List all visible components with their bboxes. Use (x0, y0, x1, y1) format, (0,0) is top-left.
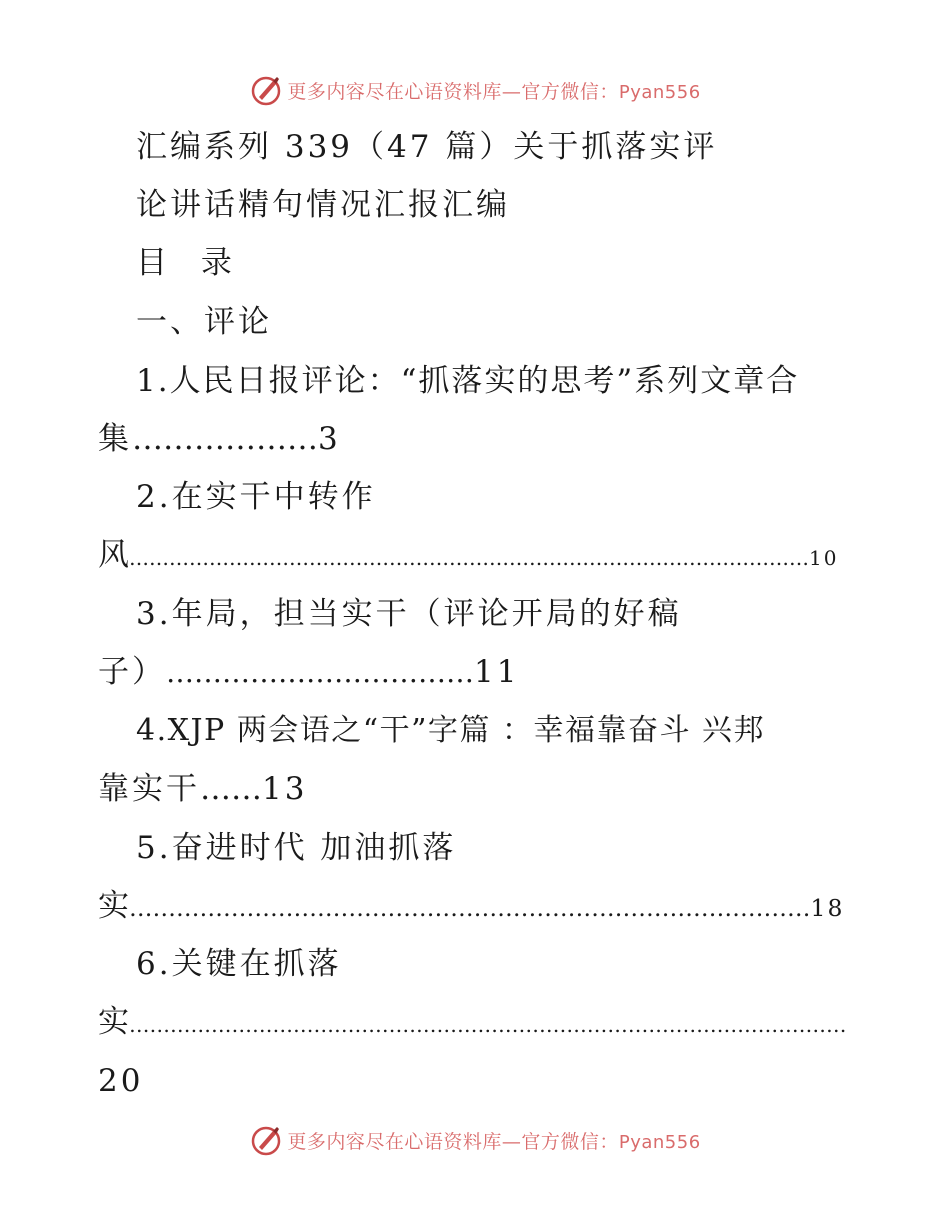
toc-entry-4-page: 13 (262, 771, 308, 807)
header-banner (0, 70, 950, 110)
toc-entry-5-leader: …………………………………………………………………………… (129, 894, 811, 922)
toc-entry-2-title[interactable]: 2.在实干中转作 (136, 479, 376, 515)
toc-entry-3-title[interactable]: 3.年局，担当实干（评论开局的好稿 (136, 596, 682, 632)
toc-entry-5-title-cont: 实 (98, 888, 129, 924)
banner-separator: — (501, 80, 522, 103)
toc-entry-4-leader: …… (200, 771, 262, 807)
toc-entry-6-title[interactable]: 6.关键在抓落 (136, 946, 342, 982)
toc-entry-3-line-2[interactable] (98, 652, 519, 693)
pen-seal-icon (249, 73, 283, 107)
banner-separator: — (501, 1130, 522, 1153)
toc-entry-4-line-2[interactable] (98, 769, 307, 809)
document-title-line-1: 汇编系列 339（47 篇）关于抓落实评 (136, 129, 718, 165)
toc-entry-4-title[interactable]: 4.XJP 两会语之“干”字篇 ：幸福靠奋斗 兴邦 (136, 713, 765, 748)
toc-entry-3-title-cont: 子） (98, 654, 166, 690)
toc-entry-2-title-cont: 风 (98, 537, 129, 573)
toc-entry-5-line-2[interactable] (98, 886, 844, 928)
toc-entry-6-leader: …………………………………………………………………………………………… (129, 1013, 847, 1037)
toc-entry-5-page: 18 (810, 894, 845, 922)
toc-entry-1-title-cont: 集 (98, 421, 132, 457)
toc-entry-1-leader: ……………… (132, 421, 318, 457)
banner-text (287, 77, 700, 104)
banner-text (287, 1127, 700, 1154)
document-title-line-2: 论讲话精句情况汇报汇编 (136, 187, 510, 223)
banner-wechat-id: Pyan556 (618, 81, 701, 103)
toc-entry-1-line-2[interactable] (98, 419, 341, 459)
banner-wechat-id: Pyan556 (618, 1131, 701, 1153)
banner-wechat-label: 官方微信： (521, 80, 619, 103)
banner-site-text: 更多内容尽在心语资料库 (287, 1130, 502, 1153)
toc-entry-5-title[interactable]: 5.奋进时代 加油抓落 (136, 830, 457, 866)
toc-entry-3-leader: …………………………… (166, 656, 474, 689)
toc-entry-2-line-2[interactable] (98, 535, 838, 578)
banner-wechat-label: 官方微信： (521, 1130, 619, 1153)
toc-entry-4-title-cont: 靠实干 (98, 771, 200, 807)
toc-entry-1-title[interactable]: 1.人民日报评论：“抓落实的思考”系列文章合 (136, 363, 800, 399)
toc-entry-1-page: 3 (318, 421, 341, 457)
toc-entry-2-page: 10 (809, 546, 839, 570)
toc-entry-6-title-cont: 实 (98, 1004, 129, 1040)
toc-entry-3-page: 11 (474, 654, 520, 690)
section-heading: 一、评论 (136, 304, 272, 340)
toc-entry-6-line-2[interactable] (98, 1002, 847, 1045)
toc-entry-6-page[interactable]: 20 (98, 1063, 144, 1099)
banner-site-text: 更多内容尽在心语资料库 (287, 80, 502, 103)
toc-heading: 目 录 (136, 245, 244, 281)
footer-banner (0, 1120, 950, 1160)
pen-seal-icon (249, 1123, 283, 1157)
toc-entry-2-leader: ………………………………………………………………………………………… (129, 546, 809, 570)
